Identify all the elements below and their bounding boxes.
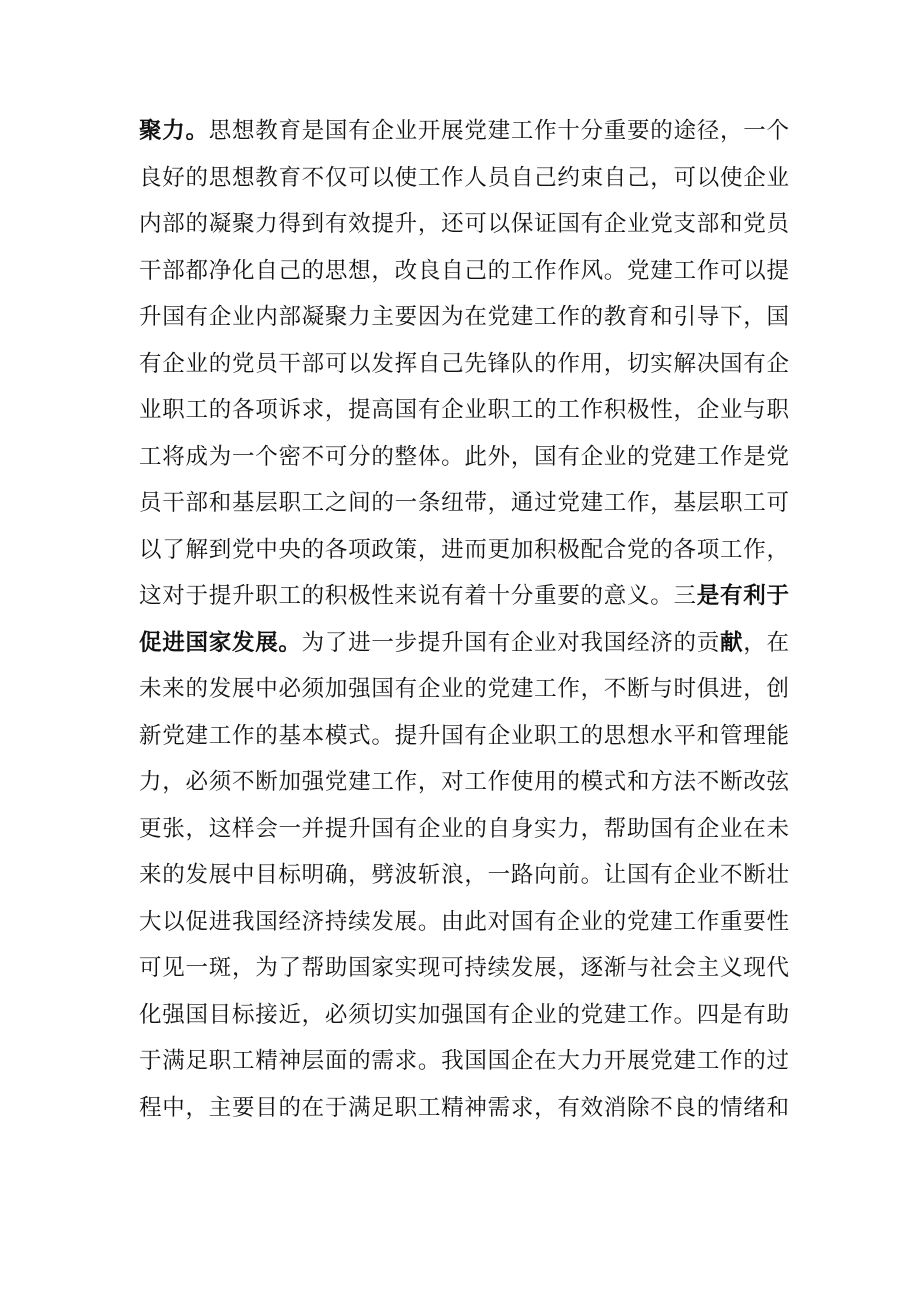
text-segment: 有企业的党员干部可以发挥自己先锋队的作用，切实解决国有企 (139, 350, 789, 377)
bold-text-segment: 促进国家发展。 (139, 629, 302, 656)
text-segment: 为了进一步提升国有企业对我国经济的贡 (301, 629, 720, 656)
text-line (139, 248, 789, 295)
text-segment: 内部的凝聚力得到有效提升，还可以保证国有企业党支部和党员 (139, 211, 789, 237)
text-line (139, 341, 789, 388)
text-segment: 化强国目标接近，必须切实加强国有企业的党建工作。四是有助 (139, 1001, 789, 1028)
text-line (139, 480, 789, 527)
text-segment: ，在 (743, 629, 789, 656)
bold-text-segment: 聚力。 (139, 118, 209, 144)
bold-text-segment: 是有利于 (696, 583, 789, 609)
text-segment: 这对于提升职工的积极性来说有着十分重要的意义。三 (139, 583, 697, 609)
text-segment: 可见一斑，为了帮助国家实现可持续发展，逐渐与社会主义现代 (139, 955, 789, 981)
text-segment: 升国有企业内部凝聚力主要因为在党建工作的教育和引导下，国 (139, 304, 789, 330)
text-segment: 未来的发展中必须加强国有企业的党建工作，不断与时俱进，创 (139, 676, 789, 702)
text-segment: 良好的思想教育不仅可以使工作人员自己约束自己，可以使企业 (139, 164, 789, 191)
text-segment: 思想教育是国有企业开展党建工作十分重要的途径，一个 (208, 118, 789, 144)
text-line (139, 573, 789, 620)
text-line (139, 108, 789, 155)
text-line (139, 666, 789, 713)
text-segment: 大以促进我国经济持续发展。由此对国有企业的党建工作重要性 (139, 908, 789, 935)
text-segment: 新党建工作的基本模式。提升国有企业职工的思想水平和管理能 (139, 722, 789, 749)
text-line (139, 1038, 789, 1085)
text-line (139, 899, 789, 946)
text-line (139, 713, 789, 760)
text-segment: 更张，这样会一并提升国有企业的自身实力，帮助国有企业在未 (139, 815, 789, 842)
text-line (139, 620, 789, 667)
text-line (139, 155, 789, 202)
text-line (139, 387, 789, 434)
text-line (139, 992, 789, 1039)
text-segment: 员干部和基层职工之间的一条纽带，通过党建工作，基层职工可 (139, 490, 789, 516)
text-line (139, 527, 789, 574)
text-line (139, 201, 789, 248)
text-segment: 力，必须不断加强党建工作，对工作使用的模式和方法不断改弦 (139, 769, 789, 795)
text-segment: 干部都净化自己的思想，改良自己的工作作风。党建工作可以提 (139, 257, 789, 284)
text-line (139, 434, 789, 481)
text-line (139, 294, 789, 341)
text-segment: 以了解到党中央的各项政策，进而更加积极配合党的各项工作， (139, 536, 789, 563)
text-line (139, 806, 789, 853)
text-segment: 程中，主要目的在于满足职工精神需求，有效消除不良的情绪和 (139, 1094, 789, 1121)
text-segment: 于满足职工精神层面的需求。我国国企在大力开展党建工作的过 (139, 1048, 789, 1074)
text-line (139, 1085, 789, 1132)
text-line (139, 852, 789, 899)
text-segment: 工将成为一个密不可分的整体。此外，国有企业的党建工作是党 (139, 443, 789, 470)
text-segment: 业职工的各项诉求，提高国有企业职工的工作积极性，企业与职 (139, 397, 789, 423)
text-line (139, 759, 789, 806)
bold-text-segment: 献 (719, 629, 744, 656)
text-line (139, 945, 789, 992)
body-text (139, 108, 789, 1131)
text-segment: 来的发展中目标明确，劈波斩浪，一路向前。让国有企业不断壮 (139, 862, 789, 888)
